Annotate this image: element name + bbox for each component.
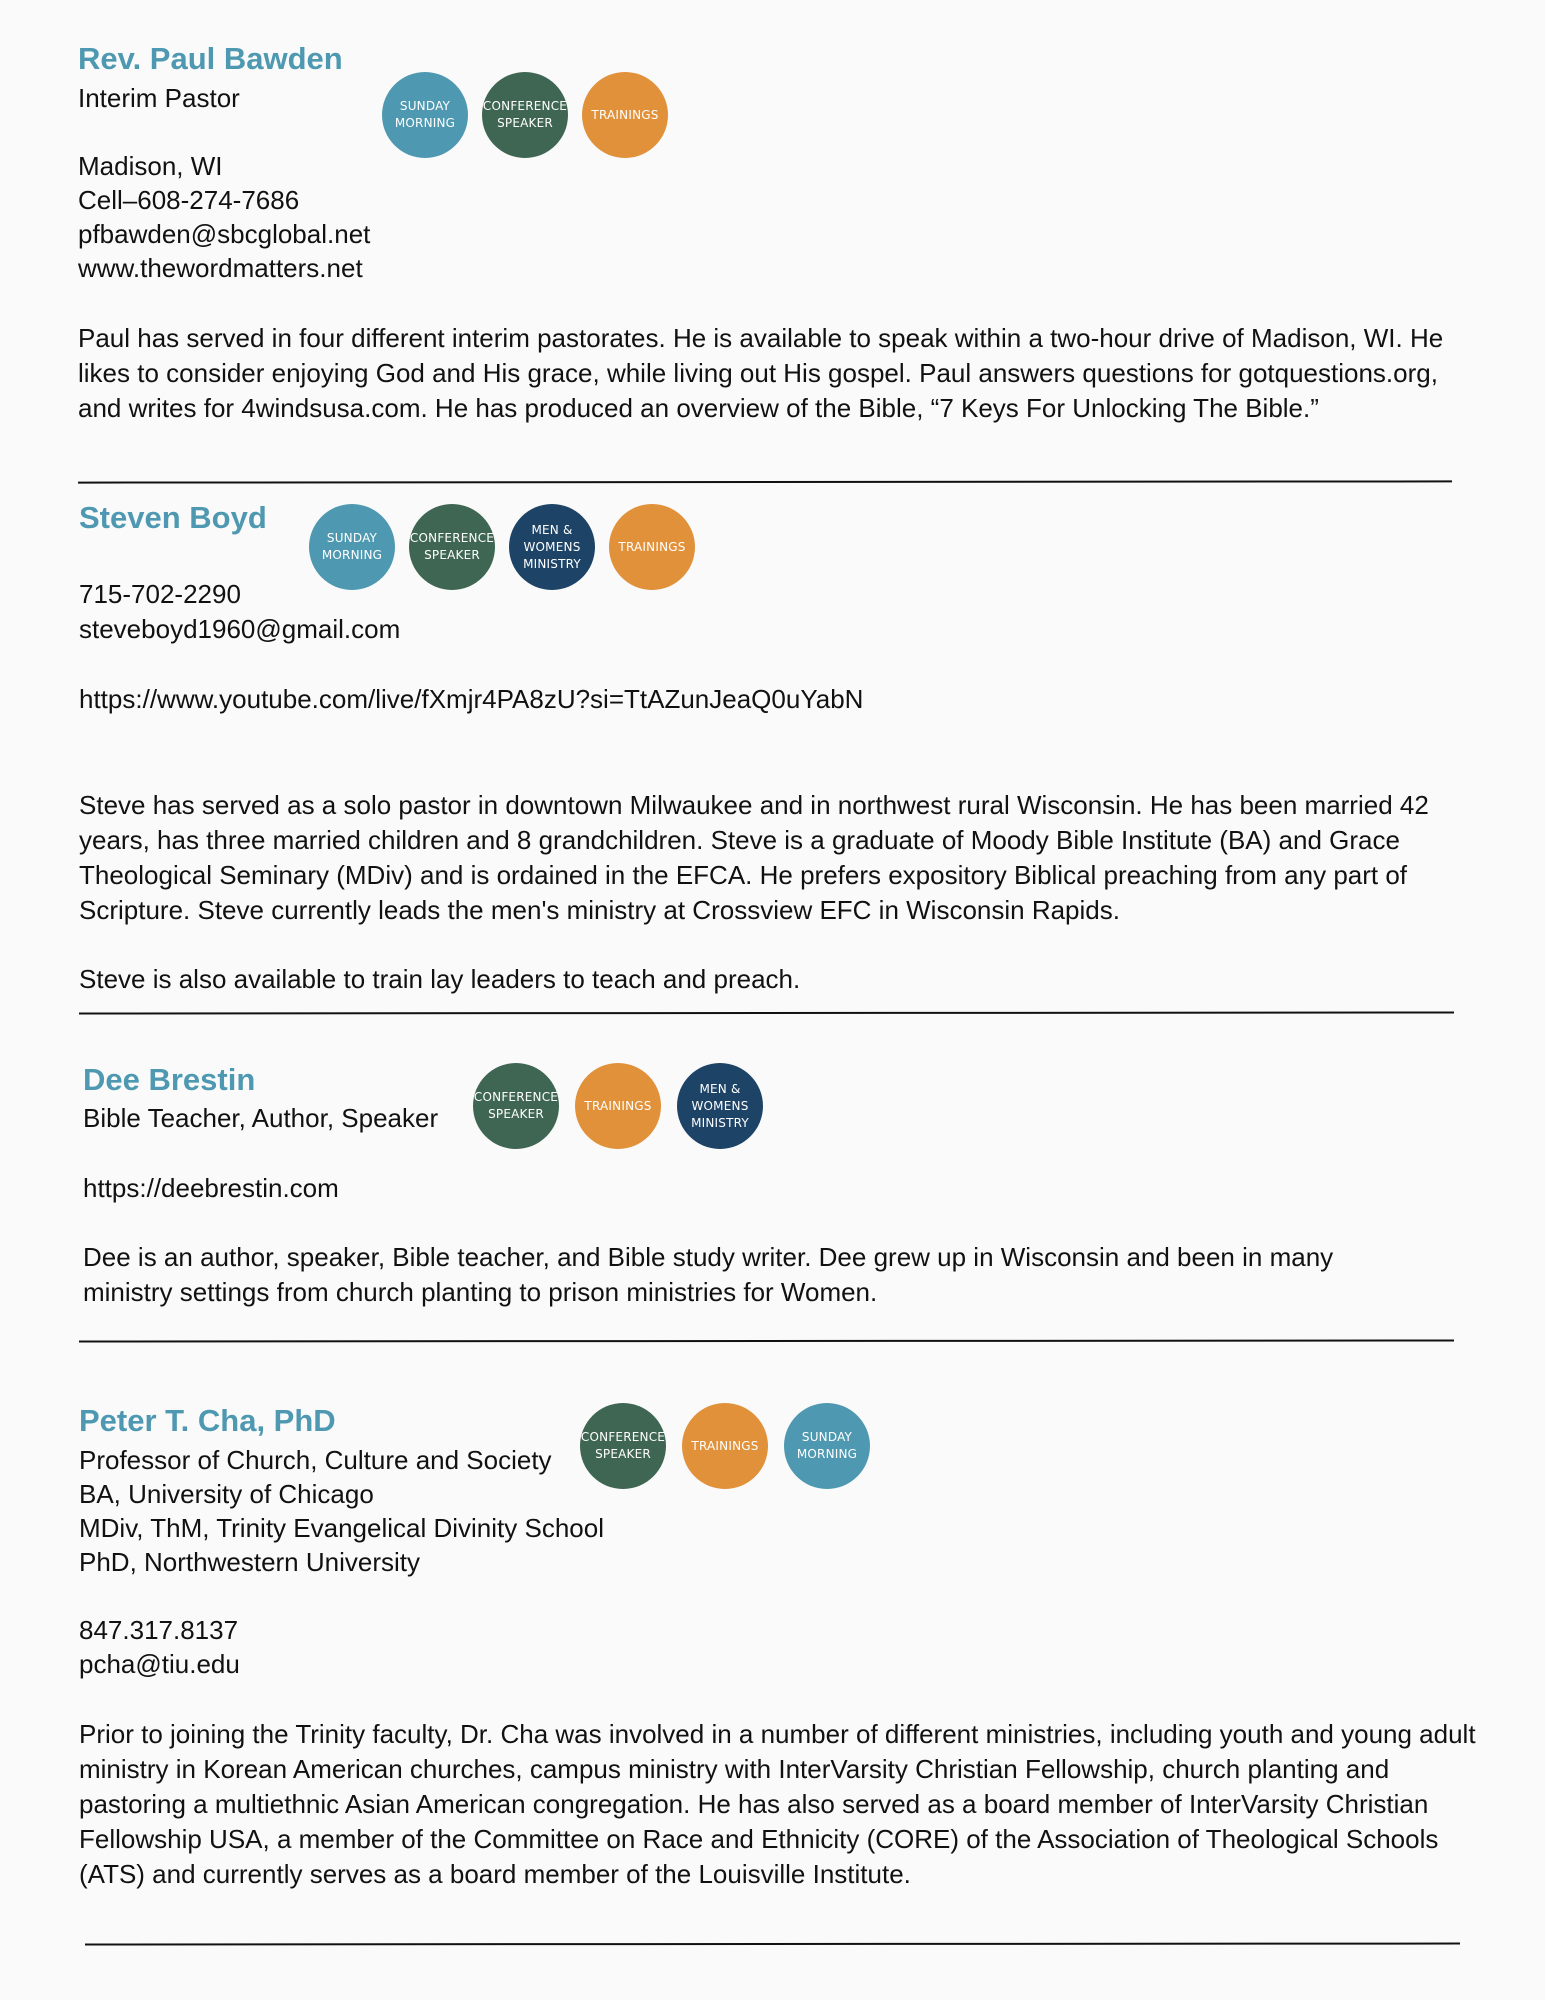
speaker-bio: Paul has served in four different interim pastorates. He is available to speak within a two-hour drive of Madison, WI. He likes to consider enjoying God and His grace, while living out His gospel. Paul answers questions for gotquestions.org, and writes for 4windsusa.com. He has produced an overview of the Bible, “7 Keys For Unlocking The Bible.” (78, 323, 1444, 423)
speaker-video-link[interactable]: https://www.youtube.com/live/fXmjr4PA8zU?si=TtAZunJeaQ0uYabN (79, 684, 864, 714)
divider (85, 1943, 1460, 1946)
badge-group (382, 72, 668, 158)
speaker-email[interactable]: pcha@tiu.edu (79, 1649, 240, 1679)
divider (79, 1340, 1454, 1343)
speaker-education: MDiv, ThM, Trinity Evangelical Divinity School (79, 1513, 604, 1543)
speaker-bio: Dee is an author, speaker, Bible teacher, and Bible study writer. Dee grew up in Wisconsin and been in many ministry settings from church planting to prison ministries for Women. (83, 1242, 1334, 1307)
badge-conference-speaker: CONFERENCE SPEAKER (473, 1063, 559, 1149)
badge-conference-speaker: CONFERENCE SPEAKER (482, 72, 568, 158)
badge-sunday-morning: SUNDAY MORNING (309, 504, 395, 590)
speaker-name: Peter T. Cha, PhD (79, 1403, 336, 1438)
speaker-title: Bible Teacher, Author, Speaker (83, 1103, 439, 1133)
badge-sunday-morning: SUNDAY MORNING (784, 1403, 870, 1489)
badge-conference-speaker: CONFERENCE SPEAKER (580, 1403, 666, 1489)
speaker-name: Dee Brestin (83, 1062, 256, 1097)
divider (79, 1012, 1454, 1015)
speaker-website-link[interactable]: www.thewordmatters.net (78, 253, 363, 283)
speaker-phone: Cell–608-274-7686 (78, 185, 300, 215)
speaker-phone: 715-702-2290 (79, 579, 241, 609)
badge-trainings: TRAININGS (682, 1403, 768, 1489)
speaker-name: Steven Boyd (79, 500, 267, 535)
speaker-bio-note: Steve is also available to train lay leaders to teach and preach. (79, 964, 801, 994)
badge-conference-speaker: CONFERENCE SPEAKER (409, 504, 495, 590)
speaker-title: Interim Pastor (78, 83, 240, 113)
divider (78, 480, 1452, 483)
speaker-education: PhD, Northwestern University (79, 1547, 420, 1577)
speaker-email[interactable]: pfbawden@sbcglobal.net (78, 219, 371, 249)
speaker-website-link[interactable]: https://deebrestin.com (83, 1173, 339, 1203)
badge-trainings: TRAININGS (582, 72, 668, 158)
speaker-bio: Steve has served as a solo pastor in downtown Milwaukee and in northwest rural Wisconsin. He has been married 42 years, has three married children and 8 grandchildren. Steve is a graduate of Moody Bible Institute (BA) and Grace Theological Seminary (MDiv) and is ordained in the EFCA. He prefers expository Biblical preaching from any part of Scripture. Steve currently leads the men's ministry at Crossview EFC in Wisconsin Rapids. (79, 790, 1429, 925)
speaker-bio: Prior to joining the Trinity faculty, Dr. Cha was involved in a number of different ministries, including youth and young adult ministry in Korean American churches, campus ministry with InterVarsity Christian Fellowship, church planting and pastoring a multiethnic Asian American congregation. He has also served as a board member of InterVarsity Christian Fellowship USA, a member of the Committee on Race and Ethnicity (CORE) of the Association of Theological Schools (ATS) and currently serves as a board member of the Louisville Institute. (79, 1719, 1476, 1889)
speaker-location: Madison, WI (78, 151, 223, 181)
speaker-name: Rev. Paul Bawden (78, 41, 343, 76)
badge-sunday-morning: SUNDAY MORNING (382, 72, 468, 158)
badge-trainings: TRAININGS (575, 1063, 661, 1149)
badge-group (580, 1403, 870, 1489)
speaker-email[interactable]: steveboyd1960@gmail.com (79, 614, 401, 644)
badge-trainings: TRAININGS (609, 504, 695, 590)
badge-group (309, 504, 695, 590)
badge-men-womens-ministry: MEN & WOMENS MINISTRY (509, 504, 595, 590)
badge-men-womens-ministry: MEN & WOMENS MINISTRY (677, 1063, 763, 1149)
badge-group (473, 1063, 763, 1149)
speaker-phone: 847.317.8137 (79, 1615, 239, 1645)
speaker-education: BA, University of Chicago (79, 1479, 374, 1509)
speaker-title: Professor of Church, Culture and Society (79, 1445, 552, 1475)
